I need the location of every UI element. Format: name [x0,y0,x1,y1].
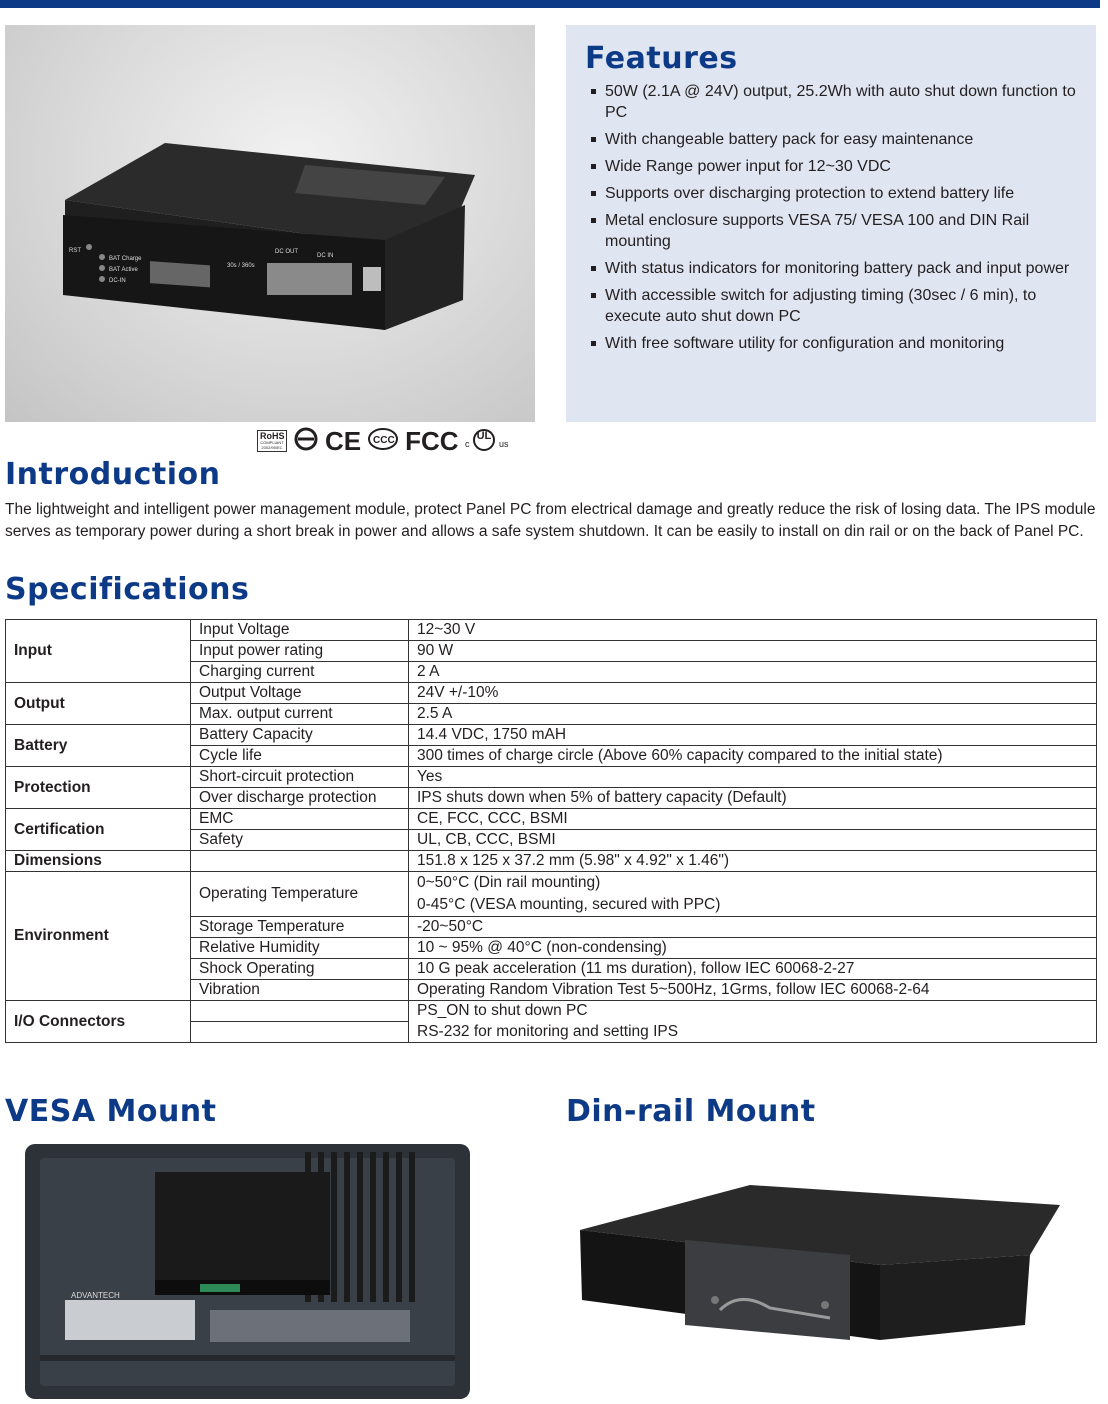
item-cell: Shock Operating [191,959,409,980]
value-cell: Operating Random Vibration Test 5~500Hz, 1Grms, follow IEC 60068-2-64 [409,980,1097,1001]
timing-switch-label: 30s / 360s [227,263,255,269]
dc-in-led-label: DC-IN [109,278,126,284]
feature-item: With accessible switch for adjusting timing (30sec / 6 min), to execute auto shut down PC [588,285,1078,327]
value-cell: 10 ~ 95% @ 40°C (non-condensing) [409,938,1097,959]
feature-item: Metal enclosure supports VESA 75/ VESA 100 and DIN Rail mounting [588,210,1078,252]
rohs-logo: RoHS COMPLIANT 2002/95/EC [257,430,287,452]
table-row [6,1001,1097,1022]
advantech-label: ADVANTECH [71,1291,120,1300]
fcc-logo: FCC [405,425,459,456]
item-cell: Cycle life [191,746,409,767]
ul-icon: c us UL [464,429,509,449]
item-cell: Input power rating [191,641,409,662]
value-cell: UL, CB, CCC, BSMI [409,830,1097,851]
feature-item: With changeable battery pack for easy maintenance [588,129,1078,150]
vesa-mount-photo [5,1140,475,1402]
value-cell: 90 W [409,641,1097,662]
bat-charge-label: BAT Charge [109,256,142,262]
item-cell: Max. output current [191,704,409,725]
value-cell [409,872,1097,917]
dinrail-mount-photo [570,1140,1080,1402]
value-cell: 300 times of charge circle (Above 60% capacity compared to the initial state) [409,746,1097,767]
table-row [6,851,1097,872]
ccc-icon [367,427,399,456]
category-cell: Output [6,683,191,725]
vesa-mount-title: VESA Mount [5,1094,217,1129]
item-cell [191,851,409,872]
table-row [6,683,1097,704]
item-cell: Storage Temperature [191,917,409,938]
category-cell: Certification [6,809,191,851]
value-cell: 12~30 V [409,620,1097,641]
value-cell: Yes [409,767,1097,788]
value-cell: 24V +/-10% [409,683,1097,704]
category-cell: Dimensions [6,851,191,872]
introduction-title: Introduction [5,457,221,492]
product-photo [5,25,535,422]
dinrail-mount-title: Din-rail Mount [566,1094,816,1129]
specifications-title: Specifications [5,572,250,607]
value-cell: PS_ON to shut down PC [409,1001,1097,1022]
category-cell: Protection [6,767,191,809]
dc-in-label: DC IN [317,253,334,259]
certification-logos [257,425,509,456]
features-title: Features [585,41,738,76]
category-cell: Environment [6,872,191,1001]
category-cell: I/O Connectors [6,1001,191,1043]
item-cell [191,1001,409,1022]
item-cell: Battery Capacity [191,725,409,746]
value-line: 0-45°C (VESA mounting, secured with PPC) [417,896,721,913]
item-cell: Over discharge protection [191,788,409,809]
item-cell: Operating Temperature [191,872,409,917]
item-cell: Output Voltage [191,683,409,704]
item-cell [191,1022,409,1043]
rst-label: RST [69,248,81,254]
features-panel [566,25,1096,422]
value-cell: 2.5 A [409,704,1097,725]
value-cell: 151.8 x 125 x 37.2 mm (5.98" x 4.92" x 1.46") [409,851,1097,872]
feature-item: With free software utility for configuration and monitoring [588,333,1078,354]
bat-active-label: BAT Active [109,267,138,273]
table-row [6,725,1097,746]
value-cell: CE, FCC, CCC, BSMI [409,809,1097,830]
item-cell: EMC [191,809,409,830]
feature-item: Supports over discharging protection to extend battery life [588,183,1078,204]
item-cell: Input Voltage [191,620,409,641]
value-cell: 2 A [409,662,1097,683]
value-cell: 10 G peak acceleration (11 ms duration), follow IEC 60068-2-27 [409,959,1097,980]
feature-item: 50W (2.1A @ 24V) output, 25.2Wh with auto shut down function to PC [588,81,1078,123]
item-cell: Charging current [191,662,409,683]
top-accent-bar [0,0,1100,8]
features-list [588,81,1078,360]
category-cell: Battery [6,725,191,767]
feature-item: With status indicators for monitoring battery pack and input power [588,258,1078,279]
table-row [6,620,1097,641]
table-row [6,767,1097,788]
dc-out-label: DC OUT [275,249,298,255]
item-cell: Short-circuit protection [191,767,409,788]
feature-item: Wide Range power input for 12~30 VDC [588,156,1078,177]
ce-logo: CE [325,425,362,456]
svg-text:c: c [464,438,470,449]
svg-text:us: us [498,438,509,449]
table-row [6,809,1097,830]
value-cell: IPS shuts down when 5% of battery capacity (Default) [409,788,1097,809]
value-cell: RS-232 for monitoring and setting IPS [409,1022,1097,1043]
item-cell: Vibration [191,980,409,1001]
value-cell: 14.4 VDC, 1750 mAH [409,725,1097,746]
specifications-table [5,619,1097,1043]
item-cell: Safety [191,830,409,851]
svg-text:CCC: CCC [373,434,395,446]
item-cell: Relative Humidity [191,938,409,959]
value-cell: -20~50°C [409,917,1097,938]
bsmi-icon [293,427,319,456]
value-line: 0~50°C (Din rail mounting) [417,874,601,891]
category-cell: Input [6,620,191,683]
table-row [6,872,1097,917]
introduction-text: The lightweight and intelligent power management module, protect Panel PC from electrical damage and greatly reduce the risk of losing data. The IPS module serves as temporary power during a short break in power and allows a safe system shutdown. It can be easily to install on din rail or on the back of Panel PC. [5,501,1096,540]
